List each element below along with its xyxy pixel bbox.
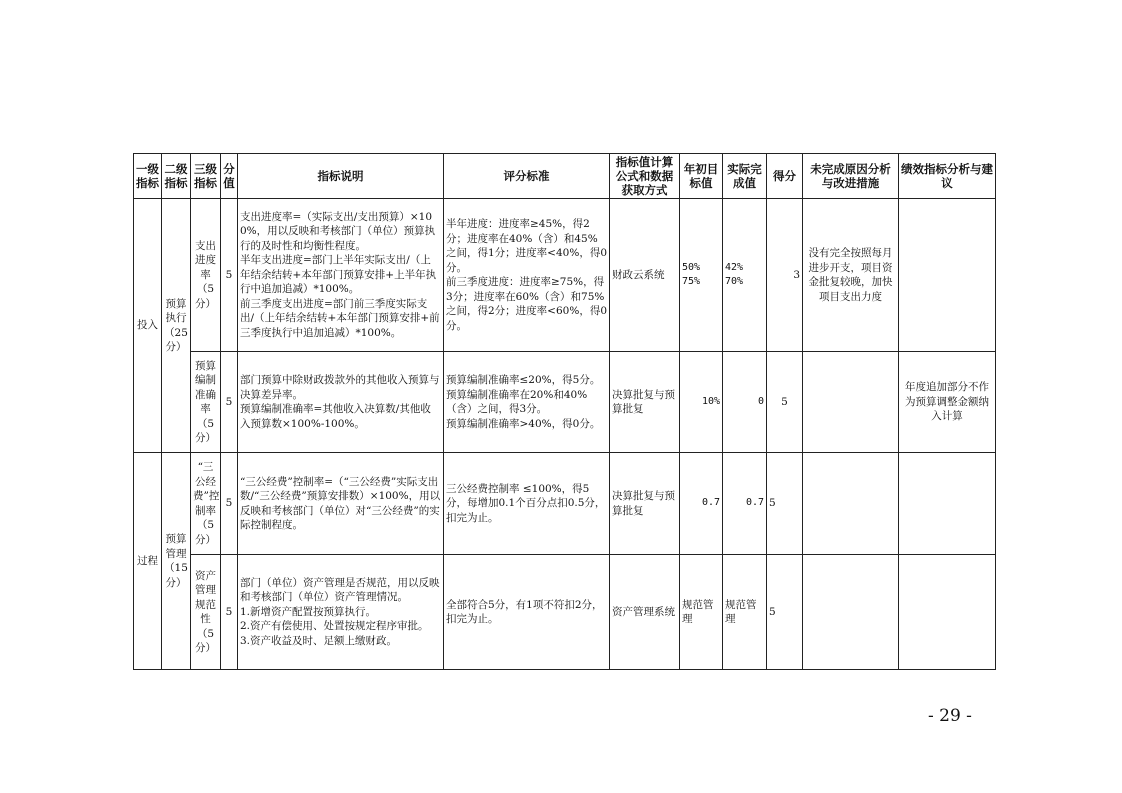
suggestion-cell [899, 199, 996, 352]
formula-cell: 决算批复与预算批复 [610, 453, 680, 555]
header-reason: 未完成原因分析与改进措施 [803, 154, 899, 199]
description-cell: “三公经费”控制率=（“三公经费”实际支出数/“三公经费”预算安排数）×100%，用以反映和考核部门（单位）对“三公经费”的实际控制程度。 [238, 453, 444, 555]
header-criteria: 评分标准 [444, 154, 610, 199]
indicator-cell: 预算编制准确率（5分） [191, 352, 221, 453]
suggestion-cell: 年度追加部分不作为预算调整金额纳入计算 [899, 352, 996, 453]
indicator-cell: “三公经费”控制率（5分） [191, 453, 221, 555]
header-row [134, 154, 996, 199]
header-score-value: 分值 [221, 154, 238, 199]
target-cell: 0.7 [680, 453, 723, 555]
actual-cell: 42% 70% [723, 199, 767, 352]
score-cell: 5 [767, 453, 803, 555]
table-row [134, 555, 996, 670]
actual-cell: 0.7 [723, 453, 767, 555]
table-row [134, 453, 996, 555]
formula-cell: 资产管理系统 [610, 555, 680, 670]
target-cell: 50% 75% [680, 199, 723, 352]
header-level3: 三级指标 [191, 154, 221, 199]
table-row [134, 199, 996, 352]
score-cell: 5 [767, 555, 803, 670]
score-value-cell: 5 [221, 555, 238, 670]
score-cell: 5 [767, 352, 803, 453]
score-value-cell: 5 [221, 199, 238, 352]
reason-cell [803, 453, 899, 555]
score-value-cell: 5 [221, 453, 238, 555]
criteria-cell: 预算编制准确率≤20%，得5分。 预算编制准确率在20%和40%（含）之间，得3分。 预算编制准确率>40%，得0分。 [444, 352, 610, 453]
level2-budget-exec: 预算执行（25分） [162, 199, 191, 453]
criteria-cell: 半年进度：进度率≥45%，得2分；进度率在40%（含）和45%之间，得1分；进度率<40%，得0分。 前三季度进度：进度率≥75%，得3分；进度率在60%（含）和75%之间，得2分；进度率<60%，得0分。 [444, 199, 610, 352]
suggestion-cell [899, 453, 996, 555]
criteria-cell: 三公经费控制率 ≤100%，得5分，每增加0.1个百分点扣0.5分，扣完为止。 [444, 453, 610, 555]
description-cell: 部门（单位）资产管理是否规范，用以反映和考核部门（单位）资产管理情况。 1.新增资产配置按预算执行。 2.资产有偿使用、处置按规定程序审批。 3.资产收益及时、足额上缴财政。 [238, 555, 444, 670]
level1-process: 过程 [134, 453, 162, 670]
header-suggestion: 绩效指标分析与建议 [899, 154, 996, 199]
criteria-cell: 全部符合5分，有1项不符扣2分，扣完为止。 [444, 555, 610, 670]
description-cell: 部门预算中除财政拨款外的其他收入预算与决算差异率。 预算编制准确率=其他收入决算数/其他收入预算数×100%-100%。 [238, 352, 444, 453]
indicator-cell: 支出进度率（5分） [191, 199, 221, 352]
table-row [134, 352, 996, 453]
header-score: 得分 [767, 154, 803, 199]
target-cell: 10% [680, 352, 723, 453]
reason-cell: 没有完全按照每月进步开支，项目资金批复较晚，加快项目支出力度 [803, 199, 899, 352]
reason-cell [803, 352, 899, 453]
header-actual: 实际完成值 [723, 154, 767, 199]
description-cell: 支出进度率=（实际支出/支出预算）×100%，用以反映和考核部门（单位）预算执行的及时性和均衡性程度。 半年支出进度=部门上半年实际支出/（上年结余结转+本年部门预算安排+上半年执行中追加追减）*100%。 前三季度支出进度=部门前三季度实际支出/（上年结余结转+本年部门预算安排+前三季度执行中追加追减）*100%。 [238, 199, 444, 352]
actual-cell: 规范管理 [723, 555, 767, 670]
performance-evaluation-table [133, 153, 996, 670]
header-level1: 一级指标 [134, 154, 162, 199]
formula-cell: 决算批复与预算批复 [610, 352, 680, 453]
indicator-cell: 资产管理规范性（5分） [191, 555, 221, 670]
header-formula: 指标值计算公式和数据获取方式 [610, 154, 680, 199]
score-cell: 3 [767, 199, 803, 352]
header-level2: 二级指标 [162, 154, 191, 199]
reason-cell [803, 555, 899, 670]
target-cell: 规范管理 [680, 555, 723, 670]
level2-budget-mgmt: 预算管理（15分） [162, 453, 191, 670]
suggestion-cell [899, 555, 996, 670]
page-number: - 29 - [928, 706, 972, 726]
level1-input: 投入 [134, 199, 162, 453]
header-description: 指标说明 [238, 154, 444, 199]
actual-cell: 0 [723, 352, 767, 453]
header-target: 年初目标值 [680, 154, 723, 199]
score-value-cell: 5 [221, 352, 238, 453]
formula-cell: 财政云系统 [610, 199, 680, 352]
